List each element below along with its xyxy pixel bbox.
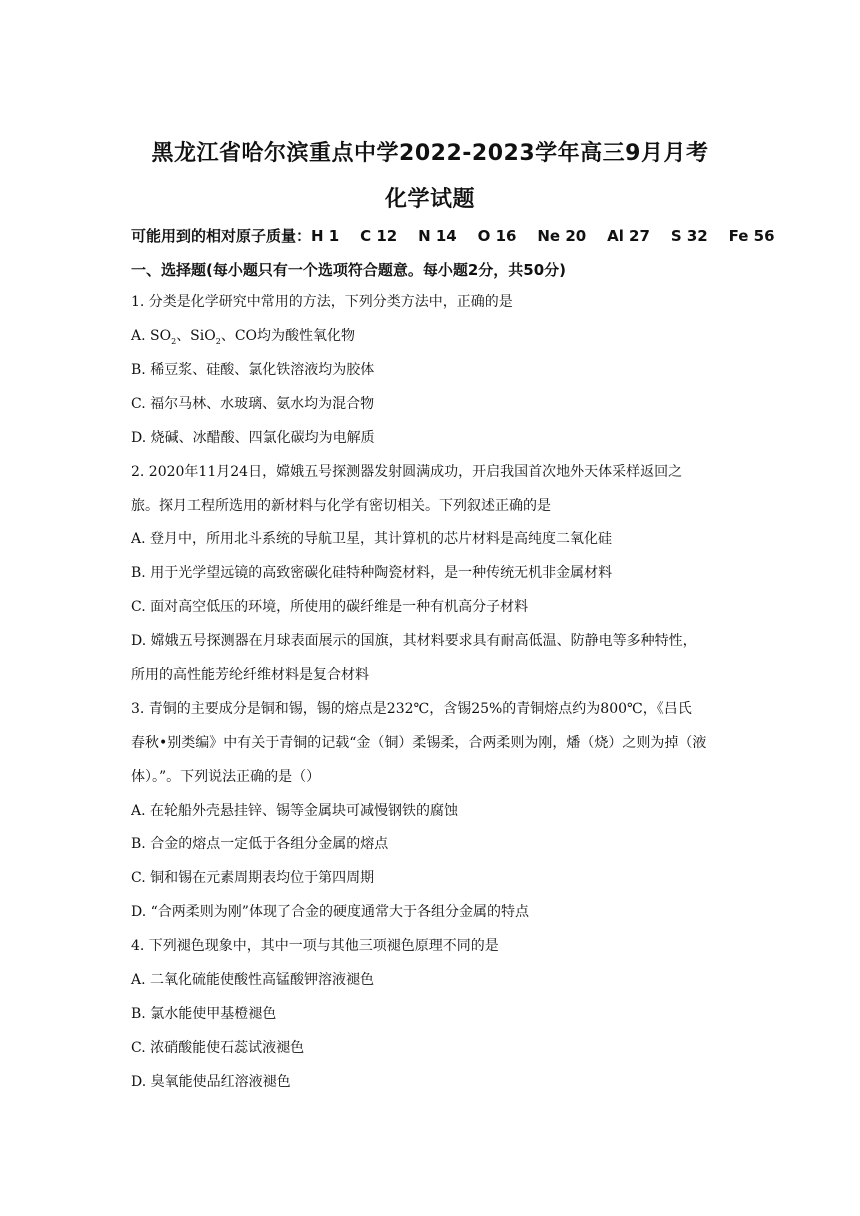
question-4-option-d: D. 臭氧能使品红溶液褪色	[131, 1074, 291, 1090]
question-2-stem-line-1: 2. 2020年11月24日，嫦娥五号探测器发射圆满成功，开启我国首次地外天体采样返回之	[131, 464, 683, 480]
question-3-stem-line-1: 3. 青铜的主要成分是铜和锡，锡的熔点是232℃，含锡25%的青铜熔点约为800℃，《吕氏	[131, 701, 692, 717]
question-4-stem: 4. 下列褪色现象中，其中一项与其他三项褪色原理不同的是	[131, 938, 499, 954]
question-4-option-c: C. 浓硝酸能使石蕊试液褪色	[131, 1040, 305, 1056]
question-2-option-d-line-2: 所用的高性能芳纶纤维材料是复合材料	[131, 667, 369, 683]
question-1-option-b: B. 稀豆浆、硅酸、氯化铁溶液均为胶体	[131, 362, 375, 378]
question-4-option-b: B. 氯水能使甲基橙褪色	[131, 1006, 277, 1022]
exam-subtitle: 化学试题	[384, 187, 475, 212]
question-3-option-d: D. “合两柔则为刚”体现了合金的硬度通常大于各组分金属的特点	[131, 904, 529, 920]
section-heading: 一、选择题(每小题只有一个选项符合题意。每小题2分，共50分)	[131, 261, 567, 279]
question-3-stem-line-3: 体）。”。下列说法正确的是（）	[131, 769, 321, 785]
question-3-option-c: C. 铜和锡在元素周期表均位于第四周期	[131, 870, 375, 886]
question-1-option-a: A. $SO_2$、SiO$_2$、CO均为酸性氧化物	[131, 328, 356, 346]
atomic-masses: 可能用到的相对原子质量：H 1 C 12 N 14 O 16 Ne 20 Al 27 S 32 Fe 56	[131, 227, 775, 245]
question-1-stem: 1. 分类是化学研究中常用的方法，下列分类方法中，正确的是	[131, 294, 513, 310]
question-2-option-b: B. 用于光学望远镜的高致密碳化硅特种陶瓷材料，是一种传统无机非金属材料	[131, 565, 613, 581]
question-3-option-b: B. 合金的熔点一定低于各组分金属的熔点	[131, 836, 389, 852]
question-2-option-a: A. 登月中，所用北斗系统的导航卫星，其计算机的芯片材料是高纯度二氧化硅	[131, 531, 613, 547]
question-2-stem-line-2: 旅。探月工程所选用的新材料与化学有密切相关。下列叙述正确的是	[131, 498, 551, 514]
question-2-option-c: C. 面对高空低压的环境，所使用的碳纤维是一种有机高分子材料	[131, 599, 529, 615]
question-1-option-d: D. 烧碱、冰醋酸、四氯化碳均为电解质	[131, 430, 375, 446]
question-3-stem-line-2: 春秋•别类编》中有关于青铜的记载“金（铜）柔锡柔，合两柔则为刚，燔（烧）之则为掉（液	[131, 735, 707, 751]
question-2-option-d-line-1: D. 嫦娥五号探测器在月球表面展示的国旗，其材料要求具有耐高低温、防静电等多种特性，	[131, 633, 697, 649]
exam-title: 黑龙江省哈尔滨重点中学2022-2023学年高三9月月考	[151, 141, 709, 166]
question-1-option-c: C. 福尔马林、水玻璃、氨水均为混合物	[131, 396, 375, 412]
question-4-option-a: A. 二氧化硫能使酸性高锰酸钾溶液褪色	[131, 972, 375, 988]
question-3-option-a: A. 在轮船外壳悬挂锌、锡等金属块可减慢钢铁的腐蚀	[131, 803, 459, 819]
